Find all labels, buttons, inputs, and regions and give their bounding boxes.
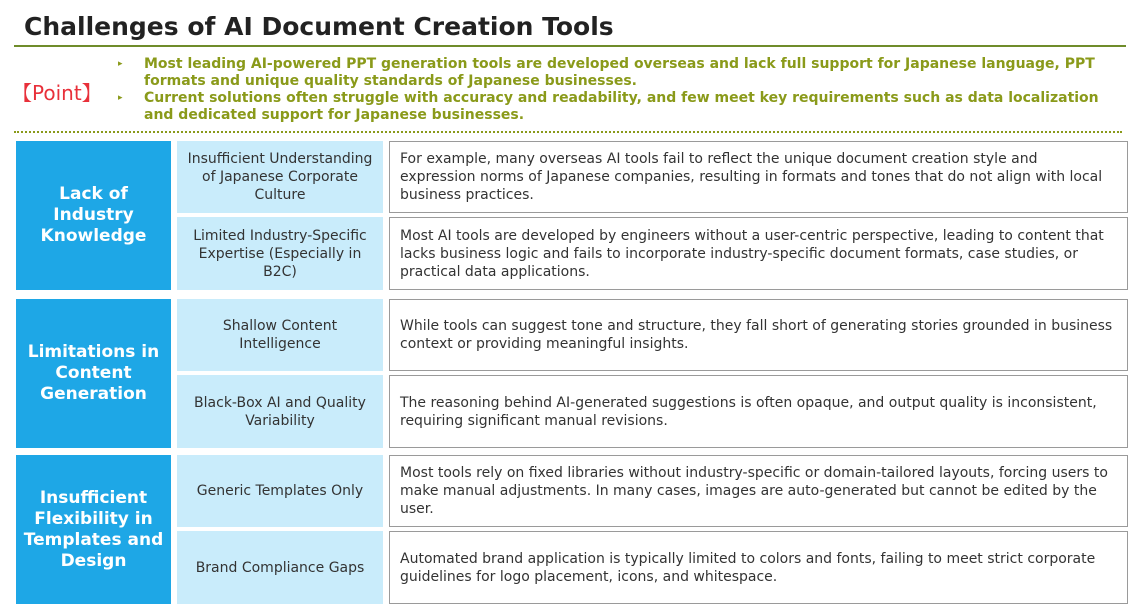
subcategory-cell: Black-Box AI and Quality Variability <box>177 375 383 448</box>
subcategory-cell: Generic Templates Only <box>177 455 383 527</box>
challenge-group <box>16 455 1128 604</box>
description-text: For example, many overseas AI tools fail to reflect the unique document creation style and expression norms of Japanese companies, resulting in formats and tones that do not align with local business practices. <box>400 151 1103 203</box>
title-divider <box>14 45 1126 47</box>
category-cell: Insufficient Flexibility in Templates and Design <box>16 455 171 604</box>
challenge-row <box>177 217 1128 290</box>
point-text: Current solutions often struggle with accuracy and readability, and few meet key requirements such as data localization and dedicated support for Japanese businesses. <box>144 90 1099 123</box>
description-text: Automated brand application is typically limited to colors and fonts, failing to meet strict corporate guidelines for logo placement, icons, and whitespace. <box>400 550 1096 585</box>
dotted-divider <box>14 131 1122 133</box>
challenge-row <box>177 531 1128 604</box>
description-text: Most AI tools are developed by engineers without a user-centric perspective, leading to content that lacks business logic and fails to incorporate industry-specific document formats, case studies, or practical data applications. <box>400 227 1104 280</box>
description-cell <box>389 217 1128 290</box>
description-text: Most tools rely on fixed libraries without industry-specific or domain-tailored layouts, forcing users to make manual adjustments. In many cases, images are auto-generated but cannot be edited by the user. <box>400 465 1108 517</box>
description-cell <box>389 299 1128 371</box>
description-cell <box>389 141 1128 213</box>
page-title: Challenges of AI Document Creation Tools <box>24 12 614 41</box>
point-label: 【Point】 <box>12 81 102 105</box>
description-text: While tools can suggest tone and structure, they fall short of generating stories grounded in business context or providing meaningful insights. <box>400 318 1113 352</box>
subcategory-cell: Brand Compliance Gaps <box>177 531 383 604</box>
triangle-bullet-icon: ▸ <box>118 59 123 69</box>
subcategory-cell: Limited Industry-Specific Expertise (Especially in B2C) <box>177 217 383 290</box>
point-item <box>116 90 1121 123</box>
category-cell: Lack of Industry Knowledge <box>16 141 171 290</box>
point-text: Most leading AI-powered PPT generation tools are developed overseas and lack full support for Japanese language, PPT formats and unique quality standards of Japanese businesses. <box>144 56 1095 89</box>
subcategory-cell: Insufficient Understanding of Japanese Corporate Culture <box>177 141 383 213</box>
description-cell <box>389 375 1128 448</box>
challenge-row <box>177 455 1128 527</box>
category-cell: Limitations in Content Generation <box>16 299 171 448</box>
challenge-row <box>177 375 1128 448</box>
description-cell <box>389 531 1128 604</box>
challenge-group <box>16 299 1128 448</box>
challenge-row <box>177 141 1128 213</box>
description-text: The reasoning behind AI-generated suggestions is often opaque, and output quality is inconsistent, requiring significant manual revisions. <box>400 394 1097 429</box>
challenge-group <box>16 141 1128 290</box>
triangle-bullet-icon: ▸ <box>118 93 123 103</box>
point-item <box>116 56 1121 89</box>
point-list <box>116 56 1121 124</box>
description-cell <box>389 455 1128 527</box>
subcategory-cell: Shallow Content Intelligence <box>177 299 383 371</box>
challenge-row <box>177 299 1128 371</box>
